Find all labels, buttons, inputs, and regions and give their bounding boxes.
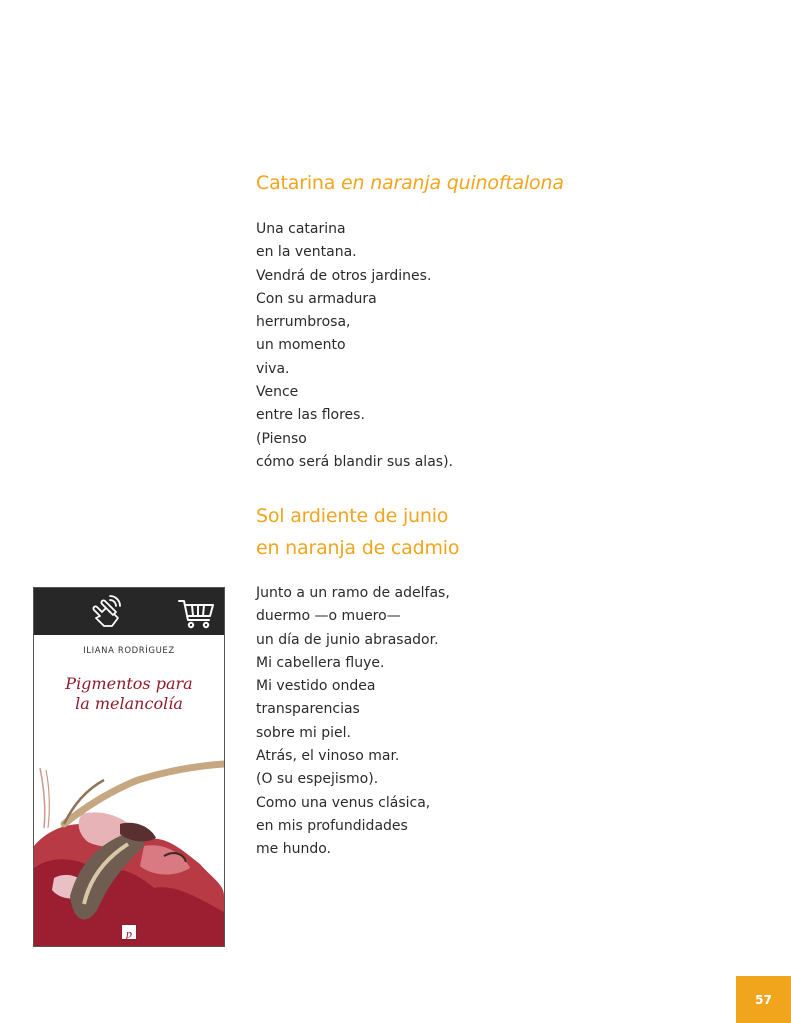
book-cover-artwork xyxy=(34,728,224,947)
poem-line: en la ventana. xyxy=(256,244,357,261)
poem1-title-main: Catarina xyxy=(256,172,336,194)
book-title-line1: Pigmentos para xyxy=(65,674,193,693)
poem-line: Como una venus clásica, xyxy=(256,794,431,811)
book-promo-card[interactable] xyxy=(33,587,225,947)
tap-hand-icon[interactable] xyxy=(86,592,126,632)
poem-line: Una catarina xyxy=(256,221,346,237)
poem-line: Atrás, el vinoso mar. xyxy=(256,748,400,765)
poem-line: Mi vestido ondea xyxy=(256,678,376,695)
svg-text:p: p xyxy=(126,926,132,940)
poem1-title-italic: en naranja quinoftalona xyxy=(341,172,564,194)
poem-line: (O su espejismo). xyxy=(256,771,379,788)
poem-line: (Pienso xyxy=(256,430,307,447)
poem-line: transparencias xyxy=(256,701,360,718)
poem-line: cómo será blandir sus alas). xyxy=(256,453,453,470)
book-title xyxy=(34,674,224,714)
poem2-body xyxy=(256,582,450,862)
book-author: ILIANA RODRÍGUEZ xyxy=(83,646,175,656)
poem-line: herrumbrosa, xyxy=(256,314,351,331)
shopping-cart-icon[interactable] xyxy=(176,592,216,632)
poem-line: viva. xyxy=(256,360,290,377)
poem-line: un día de junio abrasador. xyxy=(256,631,439,648)
poem2-title-line1: Sol ardiente de junio xyxy=(256,505,449,527)
poem-line: un momento xyxy=(256,337,346,354)
poem-line: Con su armadura xyxy=(256,290,377,307)
poem-line: Vence xyxy=(256,384,299,401)
page-number: 57 xyxy=(736,976,791,1023)
poem1-body xyxy=(256,218,453,474)
poem-line: duermo —o muero— xyxy=(256,608,401,625)
poem2-title-line2: en naranja de cadmio xyxy=(256,537,460,559)
poem-line: me hundo. xyxy=(256,841,331,858)
poem-line: sobre mi piel. xyxy=(256,724,351,741)
book-title-line2: la melancolía xyxy=(75,694,183,713)
poem-line: Mi cabellera fluye. xyxy=(256,654,385,671)
poem2-title xyxy=(256,500,459,564)
poem1-title xyxy=(256,167,564,199)
poem-line: entre las flores. xyxy=(256,407,365,424)
poem-line: en mis profundidades xyxy=(256,817,408,834)
book-action-bar xyxy=(34,588,224,635)
poem-line: Junto a un ramo de adelfas, xyxy=(256,585,450,601)
publisher-logo xyxy=(121,924,137,940)
poem-line: Vendrá de otros jardines. xyxy=(256,267,432,284)
